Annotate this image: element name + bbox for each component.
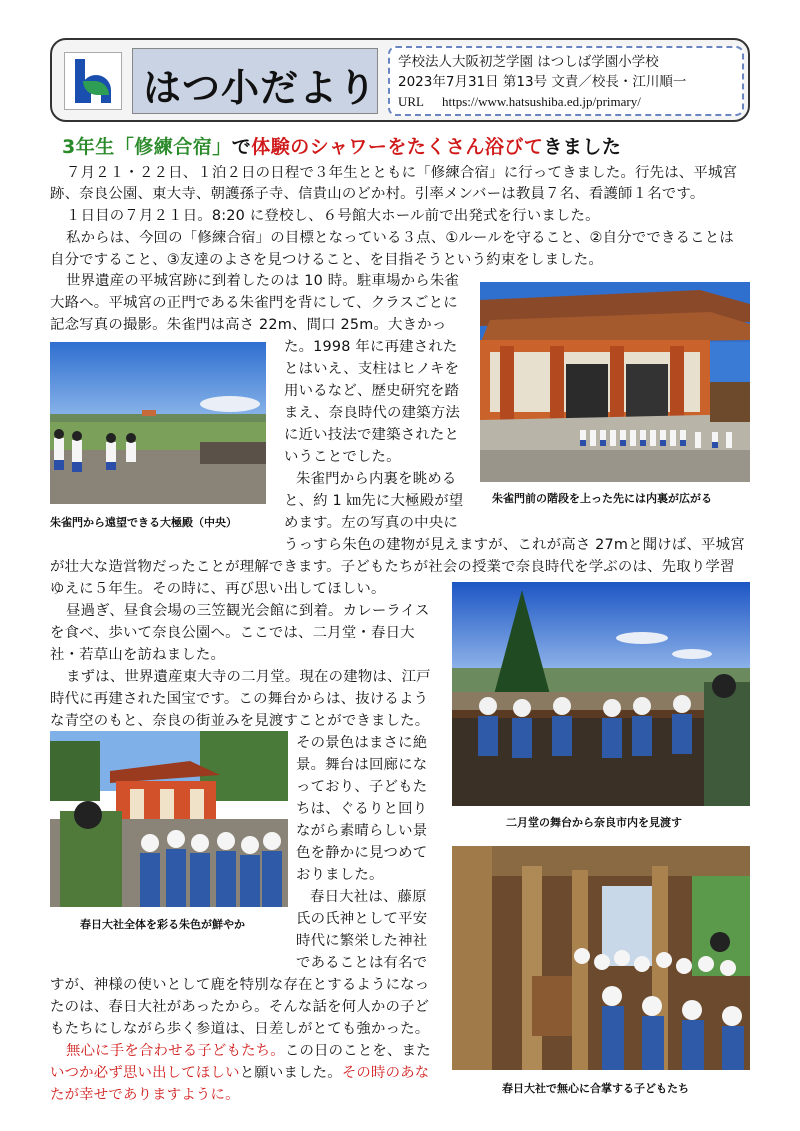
body-line: 跡、奈良公園、東大寺、朝護孫子寺、信貴山のどか村。引率メンバーは教員７名、看護師１名です。 (50, 186, 705, 202)
body-line: に近い技法で建築されたと (284, 427, 460, 443)
newsletter-title-box (132, 48, 378, 114)
body-line: 昼過ぎ、昼食会場の三笠観光会館に到着。カレーライス (66, 603, 430, 619)
issue-info: 2023年7月31日 第13号 文責／校長・江川順一 (398, 74, 687, 90)
newsletter-title: はつ小だより (143, 66, 378, 110)
body-line: ながら素晴らしい景 (296, 823, 428, 839)
body-span: この日のことを、また (284, 1043, 431, 1059)
body-line: たが幸せでありますように。 (50, 1087, 240, 1103)
caption-suzaku-gate: 朱雀門前の階段を上った先には内裏が広がる (492, 492, 712, 505)
body-span: と願いました。 (239, 1065, 342, 1081)
body-line (50, 1063, 429, 1084)
body-line: と、約 1 ㎞先に大極殿が望 (284, 493, 464, 509)
body-line: たのは、春日大社があったから。そんな話を何人かの子ど (50, 999, 430, 1015)
body-line: 大路へ。平城宮の正門である朱雀門を背にして、クラスごとに (50, 295, 458, 311)
headline-part-4: きました (543, 136, 622, 158)
url-link[interactable]: https://www.hatsushiba.ed.jp/primary/ (442, 94, 641, 109)
school-url (398, 92, 734, 112)
body-line: 世界遺産の平城宮跡に到着したのは 10 時。駐車場から朱雀 (66, 273, 460, 289)
photo-nigatsudo-view (452, 582, 750, 806)
body-line: 時代に再建された国宝です。この舞台からは、抜けるよう (50, 691, 429, 707)
body-line: 用いるなど、歴史研究を踏 (284, 383, 460, 399)
body-line: た。1998 年に再建された (284, 339, 458, 355)
caption-kasuga: 春日大社全体を彩る朱色が鮮やか (80, 918, 245, 931)
body-line: 記念写真の撮影。朱雀門は高さ 22m、間口 25m。大きかっ (50, 317, 447, 333)
photo-suzaku-gate (480, 282, 750, 482)
body-line: であることは有名で (296, 955, 428, 971)
body-line: １日目の７月２１日。8:20 に登校し、６号館大ホール前で出発式を行いました。 (66, 208, 600, 224)
body-line: ゆえに５年生。その時に、再び思い出してほしい。 (50, 581, 386, 597)
photo-daigokuden-view (50, 342, 266, 504)
school-name: 学校法人大阪初芝学園 はつしば学園小学校 (398, 54, 659, 70)
body-line: 景。舞台は回廊にな (296, 757, 428, 773)
body-line: ちは、ぐるりと回り (296, 801, 428, 817)
body-line: 社・若草山を訪ねました。 (50, 647, 226, 663)
issue-info-box (388, 46, 744, 116)
body-line: 色を静かに見つめて (296, 845, 428, 861)
body-line: まえ、奈良時代の建築方法 (284, 405, 460, 421)
article-headline (62, 132, 621, 159)
body-line: 私からは、今回の「修練合宿」の目標となっている３点、①ルールを守ること、②自分でできることは (66, 230, 734, 246)
body-line (66, 1041, 431, 1062)
photo-praying-children (452, 846, 750, 1070)
body-line: ７月２１・２２日、１泊２日の日程で３年生とともに「修練合宿」に行ってきました。行先は、平城宮 (66, 165, 738, 181)
body-line: っており、子どもた (296, 779, 428, 795)
body-line: な青空のもと、奈良の街並みを見渡すことができました。 (50, 713, 430, 729)
body-line: 自分ですること、③友達のよさを見つけること、を目指そうという約束をしました。 (50, 252, 603, 268)
body-line: うっすら朱色の建物が見えますが、これが高さ 27mと聞けば、平城宮 (284, 537, 745, 553)
body-line: めます。左の写真の中央に (284, 515, 458, 531)
body-line: とはいえ、支柱はヒノキを (284, 361, 460, 377)
body-line: その景色はまさに絶 (296, 735, 428, 751)
body-line: が壮大な造営物だったことが理解できます。子どもたちが社会の授業で奈良時代を学ぶのは、先取り学習 (50, 559, 735, 575)
headline-part-1: 3年生「修練合宿」 (62, 136, 232, 158)
body-line: すが、神様の使いとして鹿を特別な存在とするようになっ (50, 977, 430, 993)
body-line: おりました。 (296, 867, 384, 883)
emphasis-red: 無心に手を合わせる子どもたち。 (66, 1043, 285, 1059)
caption-nigatsudo: 二月堂の舞台から奈良市内を見渡す (506, 816, 682, 829)
headline-part-3: 体験のシャワーをたくさん浴びて (251, 136, 544, 158)
body-line: もたちにしながら歩く参道は、日差しがとても強かった。 (50, 1021, 430, 1037)
caption-prayer: 春日大社で無心に合掌する子どもたち (502, 1082, 689, 1095)
emphasis-red: その時のあな (341, 1065, 430, 1081)
headline-part-2: で (231, 136, 252, 158)
url-label: URL (398, 94, 424, 109)
body-line: いうことでした。 (284, 449, 401, 465)
emphasis-red: いつか必ず思い出してほしい (50, 1065, 240, 1081)
school-logo-icon (64, 52, 122, 110)
body-line: まずは、世界遺産東大寺の二月堂。現在の建物は、江戸 (66, 669, 431, 685)
body-line: 春日大社は、藤原 (310, 889, 427, 905)
caption-daigokuden: 朱雀門から遠望できる大極殿（中央） (50, 516, 237, 529)
photo-kasuga-taisha (50, 731, 288, 907)
body-line: 時代に繁栄した神社 (296, 933, 428, 949)
body-line: を食べ、歩いて奈良公園へ。ここでは、二月堂・春日大 (50, 625, 415, 641)
body-line: 氏の氏神として平安 (296, 911, 428, 927)
body-line: 朱雀門から内裏を眺める (296, 471, 457, 487)
newsletter-header (50, 38, 750, 122)
